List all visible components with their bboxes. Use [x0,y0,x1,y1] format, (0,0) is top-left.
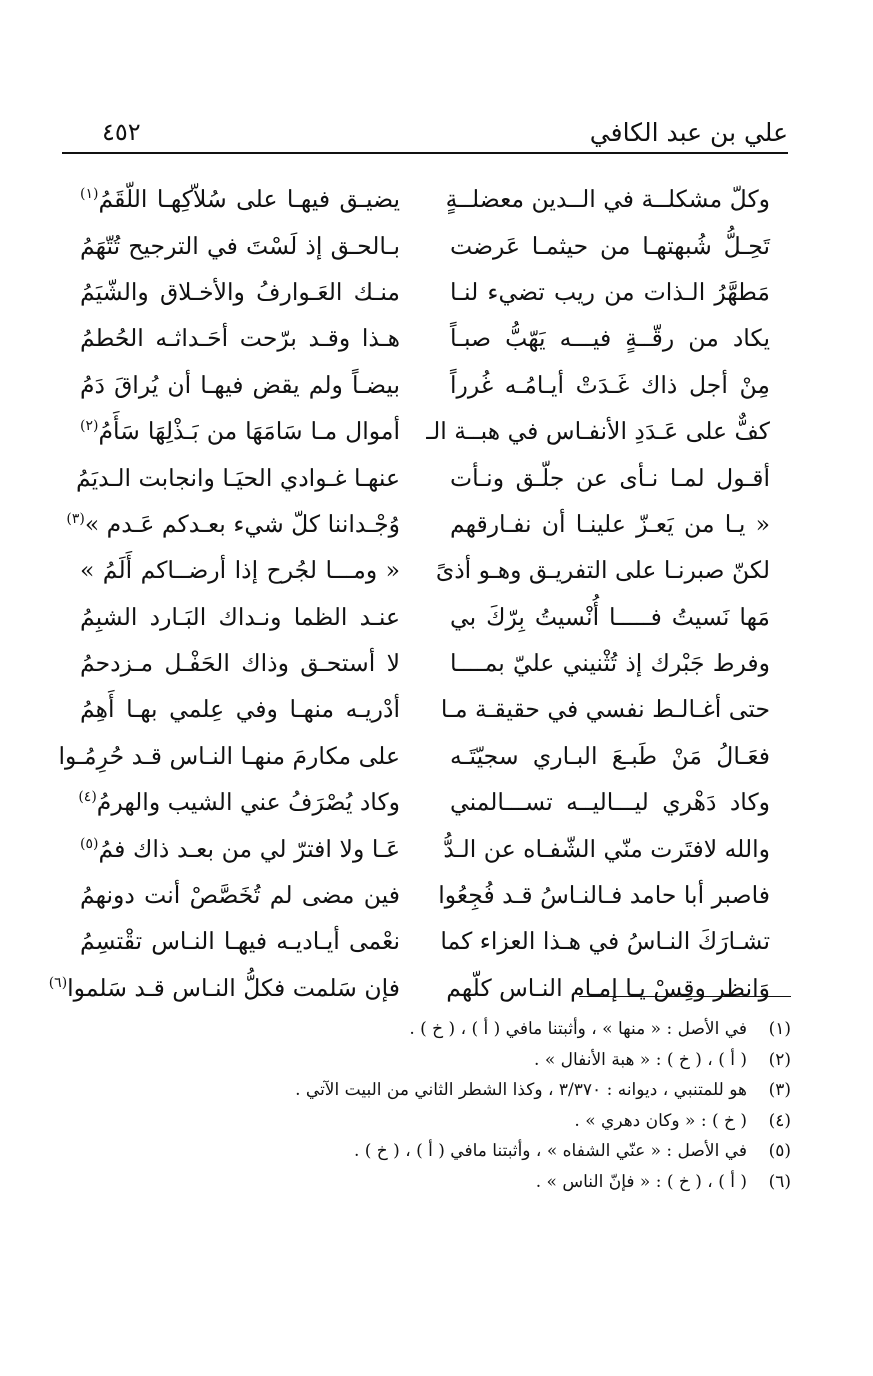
verse-second-hemistich [80,556,400,584]
verse-row [80,640,770,686]
footnote-number: (٢) [768,1049,791,1070]
page-number: ٤٥٢ [102,118,141,146]
verse-first-hemistich: حتى أغـالـط نفسي في حقيقـة مـا [440,695,770,724]
verse-second-hemistich [80,881,400,909]
verse-second-hemistich [80,927,400,955]
verse-first-hemistich: كفٌّ على عَـدَدِ الأنفـاس في هبــة الـ [426,417,770,446]
footnote-text: ( خ ) : « وكان دهري » . [574,1110,747,1131]
footnote-item [151,1136,791,1167]
verse-first-hemistich: يكاد من رقّــةٍ فيـــه يَهّبُّ صبـاً [450,324,770,353]
verse-first-hemistich: تَحِـلُّ شُبهتهـا من حيثمـا عَرضت [450,231,770,260]
verse-second-hemistich [80,185,400,213]
verse-row [80,547,770,593]
verse-second-hemistich [80,417,400,445]
verse-second-hemistich-text: فإن سَلمت فكلُّ النـاس قـد سَلموا [67,973,400,1002]
verse-second-hemistich [80,649,400,677]
footnote-item [151,1106,791,1137]
verse-first-hemistich: فاصبر أبا حامد فـالنـاسُ قـد فُجِعُوا [438,881,770,910]
verse-row [80,315,770,361]
footnotes [151,1014,791,1197]
verse-first-hemistich: أقـول لمـا نـأى عن جلّـق ونـأت [450,463,770,492]
footnote-marker: (٢) [80,418,99,435]
verse-row [58,733,770,779]
verse-first-hemistich: لكنّ صبرنـا على التفريـق وهـو أذىً [435,556,770,585]
footnote-marker: (١) [80,186,99,203]
verse-row [80,222,770,268]
verse-first-hemistich: « يـا من يَعـزّ علينـا أن نفـارقهم [450,509,770,538]
verse-second-hemistich-text: على مكارمَ منهـا النـاس قـد حُرِمُـوا [58,741,400,770]
verse-row [80,269,770,315]
verse-first-hemistich: وكلّ مشكلــة في الــدين معضلــةٍ [445,185,770,214]
verse-first-hemistich: وَانظر وقِسْ يـا إمـام النـاس كلّهم [446,973,770,1002]
verse-second-hemistich-text: أموال مـا سَامَهَا من بَـذْلِهَا سَأَمُ [98,417,400,446]
verse-second-hemistich [80,695,400,723]
running-head [62,112,788,154]
footnote-text: ( أ ) ، ( خ ) : « فإنّ الناس » . [535,1171,747,1192]
verse-second-hemistich-text: عَـا ولا افترّ لي من بعـد ذاك فمُ [98,834,400,863]
footnote-marker: (٦) [48,975,68,991]
verse-second-hemistich-text: وُجْـداننا كلّ شيء بعـدكم عَـدم » [84,509,400,538]
verse-second-hemistich [80,835,400,863]
footnote-item [151,1014,791,1045]
verse-second-hemistich-text: عنهـا غـوادي الحيَـا وانجابت الـديَمُ [75,463,400,492]
footnote-number: (٦) [768,1171,791,1192]
verse-second-hemistich [48,973,400,1002]
verse-row [80,872,770,918]
verse-row [80,408,770,454]
verse-row [80,686,770,732]
verse-second-hemistich-text: منـك العَـوارفُ والأخـلاق والشّيَمُ [80,277,400,306]
verse-second-hemistich-text: « ومـــا لجُرح إذا أرضــاكم أَلَمُ » [80,556,400,585]
footnote-item [151,1045,791,1076]
verse-second-hemistich [58,741,400,770]
footnote-number: (٣) [768,1080,791,1101]
footnote-separator [579,996,791,997]
footnote-text: ( أ ) ، ( خ ) : « هبة الأنفال » . [534,1049,747,1070]
verse-first-hemistich: وكاد دَهْري ليـــاليــه تســـالمني [450,788,770,817]
footnote-number: (٤) [768,1110,791,1131]
verse-row [80,918,770,964]
verse-row [80,825,770,871]
verse-second-hemistich-text: أدْريـه منهـا وفي عِلمي بهـا أَهِمُ [80,695,400,724]
verse-second-hemistich-text: عنـد الظما ونـداك البَـارد الشبِمُ [80,602,400,631]
verse-first-hemistich: مَطهَّرُ الـذات من ريب تضيء لنـا [450,277,770,306]
footnote-text: هو للمتنبي ، ديوانه : ٣/٣٧٠ ، وكذا الشطر الثاني من البيت الآتي . [295,1080,747,1101]
footnote-item [151,1075,791,1106]
verse-second-hemistich-text: فين مضى لم تُخَصَّصْ أنت دونهمُ [80,881,400,910]
verse-second-hemistich [80,278,400,306]
footnote-marker: (٥) [80,835,99,852]
verse-second-hemistich-text: يضيـق فيهـا على سُلاّكِهـا اللّقَمُ [98,185,400,214]
verse-row [80,362,770,408]
footnote-item [151,1167,791,1198]
verse-second-hemistich [80,371,400,399]
verse-second-hemistich-text: نعْمى أيـاديـه فيهـا النـاس تقْتسِمُ [80,927,400,956]
footnote-marker: (٤) [78,789,97,806]
verse-second-hemistich-text: وكاد يُصْرَفُ عني الشيب والهرمُ [96,788,400,817]
verse-row [48,965,770,1011]
verse-second-hemistich [80,603,400,631]
verse-second-hemistich [80,232,400,260]
verse-first-hemistich: فعَـالُ مَنْ طَبـعَ البـاري سجيّتَـه [450,741,770,770]
footnote-number: (١) [768,1019,791,1040]
running-head-title: علي بن عبد الكافي [589,118,788,147]
verse-row [80,779,770,825]
verse-first-hemistich: وفرط جَبْرك إذ تُثْنيني عليّ بمــــا [450,649,770,678]
verse-second-hemistich [75,463,400,492]
verse-second-hemistich-text: بيضـاً ولم يقض فيهـا أن يُراقَ دَمُ [80,370,400,399]
verse-row [66,501,770,547]
verse-second-hemistich [66,509,400,538]
footnote-number: (٥) [768,1141,791,1162]
verse-first-hemistich: والله لافتَرت منّي الشّفـاه عن الـدُّ [443,834,770,863]
verse-first-hemistich: مَها نَسيتُ فـــــا أُنْسيتُ بِرّكَ بي [450,602,770,631]
verse-second-hemistich-text: لا أستحـق وذاك الحَفْـل مـزدحمُ [80,649,400,678]
verse-row [75,454,770,500]
verse-first-hemistich: مِنْ أجل ذاك غَـدَتْ أيـامُـه غُرراً [450,370,770,399]
verse-second-hemistich-text: بـالحـق إذ لَسْتَ في الترجيح تُتّهَمُ [80,231,400,260]
footnote-text: في الأصل : « منها » ، وأثبتنا مافي ( أ ) ، ( خ ) . [409,1019,747,1040]
verse-row [80,594,770,640]
verse-row [80,176,770,222]
verse-second-hemistich-text: هـذا وقـد برّحت أحَـداثـه الحُطمُ [80,324,400,353]
verse-second-hemistich [80,788,400,816]
verse-second-hemistich [80,324,400,352]
footnote-text: في الأصل : « عنّي الشفاه » ، وأثبتنا مافي ( أ ) ، ( خ ) . [353,1141,747,1162]
footnote-marker: (٣) [66,511,85,528]
verse-first-hemistich: تشـارَكَ النـاسُ في هـذا العزاء كما [440,927,770,956]
poem-body [48,176,770,1011]
